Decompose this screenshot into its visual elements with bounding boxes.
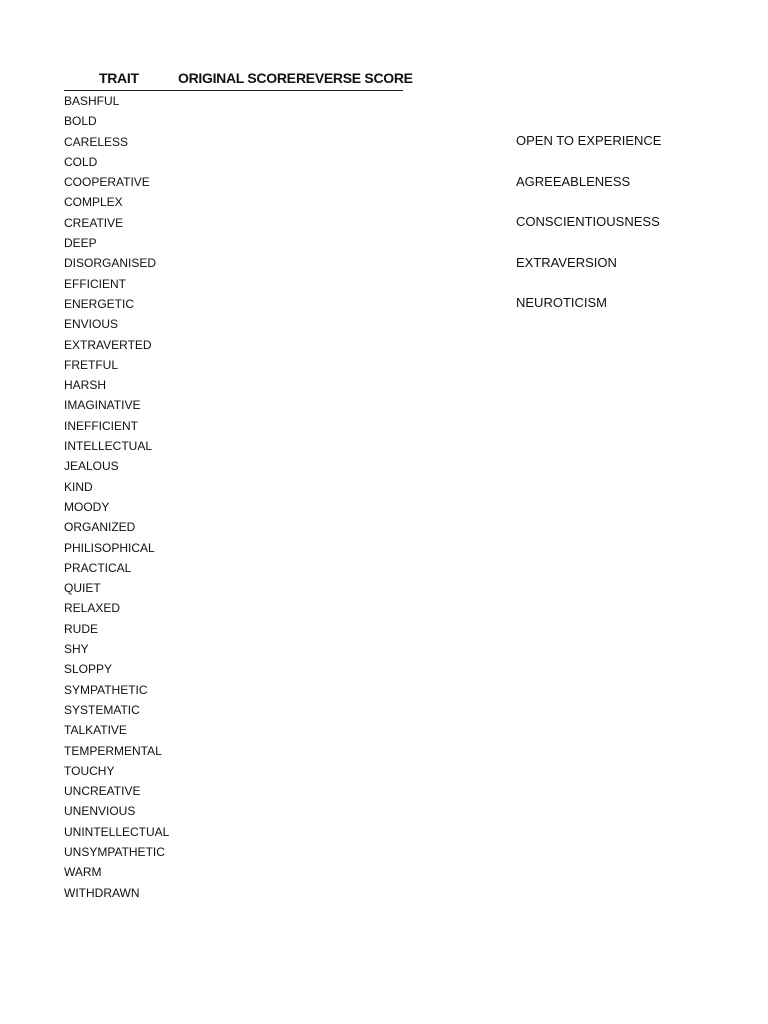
trait-row: EXTRAVERTED — [64, 337, 152, 352]
trait-row: HARSH — [64, 378, 107, 393]
header-original-score: ORIGINAL SCORE — [178, 70, 296, 86]
trait-row: BASHFUL — [64, 94, 120, 108]
trait-row: ENVIOUS — [64, 317, 119, 332]
trait-row: TALKATIVE — [64, 723, 127, 738]
trait-row: INTELLECTUAL — [64, 439, 153, 454]
trait-list — [64, 91, 169, 903]
trait-row: COLD — [64, 154, 98, 169]
trait-row: WITHDRAWN — [64, 885, 140, 900]
trait-row: SYSTEMATIC — [64, 702, 140, 717]
trait-row: RELAXED — [64, 601, 121, 616]
header-trait: TRAIT — [99, 70, 139, 86]
trait-row: PRACTICAL — [64, 560, 132, 575]
trait-row: COMPLEX — [64, 195, 123, 210]
trait-row: UNCREATIVE — [64, 784, 141, 799]
trait-row: FRETFUL — [64, 357, 118, 372]
trait-row: ENERGETIC — [64, 296, 135, 311]
trait-row: TOUCHY — [64, 763, 115, 778]
trait-row: DISORGANISED — [64, 256, 157, 271]
trait-row: QUIET — [64, 581, 101, 596]
trait-row: EFFICIENT — [64, 276, 126, 291]
trait-row: CARELESS — [64, 134, 129, 149]
trait-row: JEALOUS — [64, 459, 119, 474]
trait-row: SHY — [64, 642, 89, 657]
trait-row: WARM — [64, 865, 102, 880]
trait-row: CREATIVE — [64, 215, 124, 230]
trait-row: SYMPATHETIC — [64, 682, 148, 697]
trait-row: IMAGINATIVE — [64, 398, 141, 413]
factor-label: OPEN TO EXPERIENCE — [516, 133, 662, 148]
trait-row: RUDE — [64, 621, 99, 636]
trait-row: UNSYMPATHETIC — [64, 844, 165, 859]
trait-row: TEMPERMENTAL — [64, 743, 162, 758]
table-header-row — [64, 69, 413, 91]
trait-row: UNINTELLECTUAL — [64, 824, 170, 839]
trait-row: BOLD — [64, 114, 97, 129]
trait-row: INEFFICIENT — [64, 418, 138, 433]
trait-row: KIND — [64, 479, 93, 494]
trait-row: UNENVIOUS — [64, 804, 136, 819]
factor-label: AGREEABLENESS — [516, 173, 631, 189]
trait-row: MOODY — [64, 499, 110, 514]
trait-row: PHILISOPHICAL — [64, 540, 155, 555]
factor-label: NEUROTICISM — [516, 295, 607, 311]
header-reverse-score: REVERSE SCORE — [296, 70, 413, 86]
trait-row: SLOPPY — [64, 662, 113, 677]
trait-row: ORGANIZED — [64, 520, 136, 535]
factor-label: EXTRAVERSION — [516, 254, 617, 270]
trait-row: DEEP — [64, 236, 97, 251]
factor-label: CONSCIENTIOUSNESS — [516, 214, 660, 230]
factor-list — [516, 131, 661, 334]
trait-row: COOPERATIVE — [64, 175, 150, 190]
